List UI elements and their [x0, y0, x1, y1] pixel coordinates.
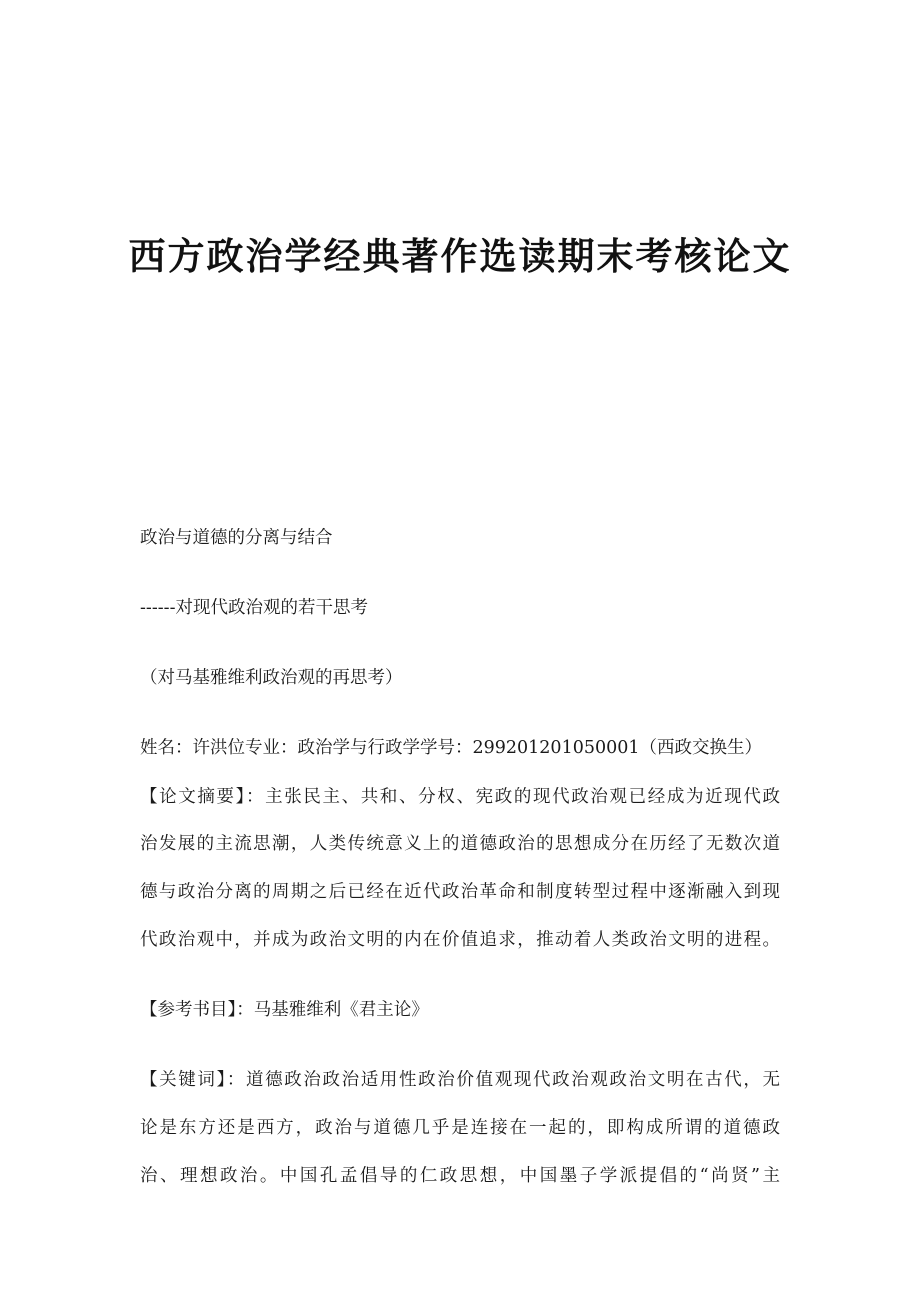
body-line: 治、理想政治。中国孔孟倡导的仁政思想，中国墨子学派提倡的“尚贤”主	[140, 1166, 780, 1186]
paper-subtitle: 政治与道德的分离与结合	[140, 528, 333, 548]
keywords-line: 【关键词】：道德政治政治适用性政治价值观现代政治观政治文明在古代，无	[140, 1070, 780, 1090]
document-title: 西方政治学经典著作选读期末考核论文	[128, 234, 792, 278]
abstract-line: 代政治观中，并成为政治文明的内在价值追求，推动着人类政治文明的进程。	[140, 930, 780, 950]
abstract-line: 德与政治分离的周期之后已经在近代政治革命和制度转型过程中逐渐融入到现	[140, 882, 780, 902]
paper-subtitle-parenthetical: （对马基雅维利政治观的再思考）	[140, 668, 403, 688]
paper-subtitle-secondary: ------对现代政治观的若干思考	[140, 598, 368, 618]
references: 【参考书目】：马基雅维利《君主论》	[140, 1000, 429, 1020]
abstract-line: 【论文摘要】：主张民主、共和、分权、宪政的现代政治观已经成为近现代政	[140, 787, 780, 807]
author-info: 姓名：许洪位专业：政治学与行政学学号：299201201050001（西政交换生）	[140, 738, 763, 758]
body-line: 论是东方还是西方，政治与道德几乎是连接在一起的，即构成所谓的道德政	[140, 1118, 780, 1138]
abstract-line: 治发展的主流思潮，人类传统意义上的道德政治的思想成分在历经了无数次道	[140, 834, 780, 854]
